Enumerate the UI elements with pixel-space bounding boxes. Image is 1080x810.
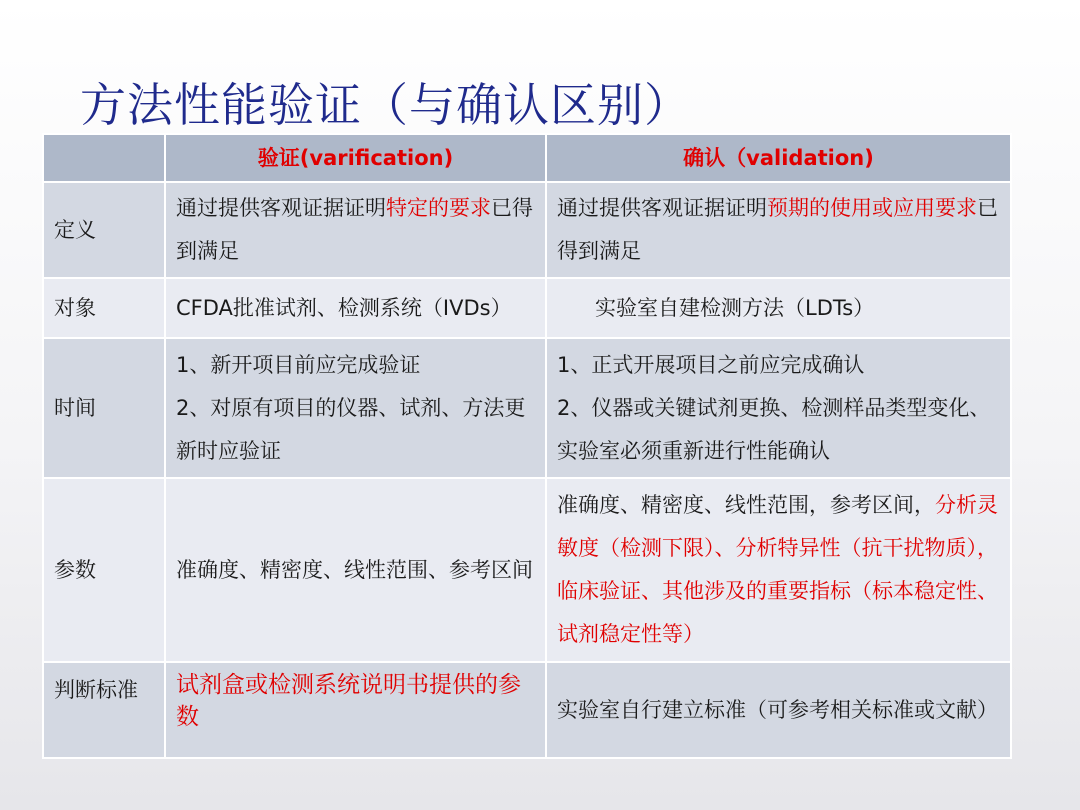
row-label-definition: 定义 — [43, 182, 165, 278]
object-validation-cell: 实验室自建检测方法（LDTs） — [546, 278, 1011, 338]
time-validation-cell — [546, 338, 1011, 478]
time-verification-line-2: 2、对原有项目的仪器、试剂、方法更新时应验证 — [176, 395, 526, 463]
row-label-params: 参数 — [43, 478, 165, 662]
definition-verification-cell — [165, 182, 546, 278]
row-params — [43, 478, 1011, 662]
params-validation-highlight: 分析灵敏度（检测下限）、分析特异性（抗干扰物质），临床验证、其他涉及的重要指标（标本稳定性、试剂稳定性等） — [557, 493, 998, 646]
criteria-verification-cell — [165, 662, 546, 758]
row-time — [43, 338, 1011, 478]
definition-verification-text-end: 已得到满足 — [176, 196, 533, 263]
row-definition — [43, 182, 1011, 278]
time-verification-cell — [165, 338, 546, 478]
time-validation-line-2: 2、仪器或关键试剂更换、检测样品类型变化、实验室必须重新进行性能确认 — [557, 395, 991, 463]
row-object — [43, 278, 1011, 338]
definition-validation-text: 通过提供客观证据证明 — [557, 196, 767, 220]
criteria-verification-text: 试剂盒或检测系统说明书提供的参数 — [176, 672, 521, 730]
definition-validation-text-end: 已得到满足 — [557, 196, 998, 263]
definition-validation-highlight: 预期的使用或应用要求 — [767, 196, 977, 220]
page-title: 方法性能验证（与确认区别） — [80, 78, 691, 132]
definition-verification-text: 通过提供客观证据证明 — [176, 196, 386, 220]
comparison-table — [42, 133, 1012, 759]
time-validation-line-1: 1、正式开展项目之前应完成确认 — [557, 352, 865, 377]
row-label-time: 时间 — [43, 338, 165, 478]
definition-validation-cell — [546, 182, 1011, 278]
definition-verification-highlight: 特定的要求 — [386, 196, 491, 220]
row-label-criteria: 判断标准 — [43, 662, 165, 758]
header-empty-cell — [43, 134, 165, 182]
table-header-row — [43, 134, 1011, 182]
header-verification: 验证(varification) — [165, 134, 546, 182]
object-verification-cell: CFDA批准试剂、检测系统（IVDs） — [165, 278, 546, 338]
params-validation-text: 准确度、精密度、线性范围，参考区间， — [557, 493, 935, 517]
row-label-object: 对象 — [43, 278, 165, 338]
params-validation-cell — [546, 478, 1011, 662]
header-validation: 确认（validation) — [546, 134, 1011, 182]
time-verification-line-1: 1、新开项目前应完成验证 — [176, 352, 421, 377]
criteria-validation-cell: 实验室自行建立标准（可参考相关标准或文献） — [546, 662, 1011, 758]
row-criteria — [43, 662, 1011, 758]
params-verification-cell: 准确度、精密度、线性范围、参考区间 — [165, 478, 546, 662]
